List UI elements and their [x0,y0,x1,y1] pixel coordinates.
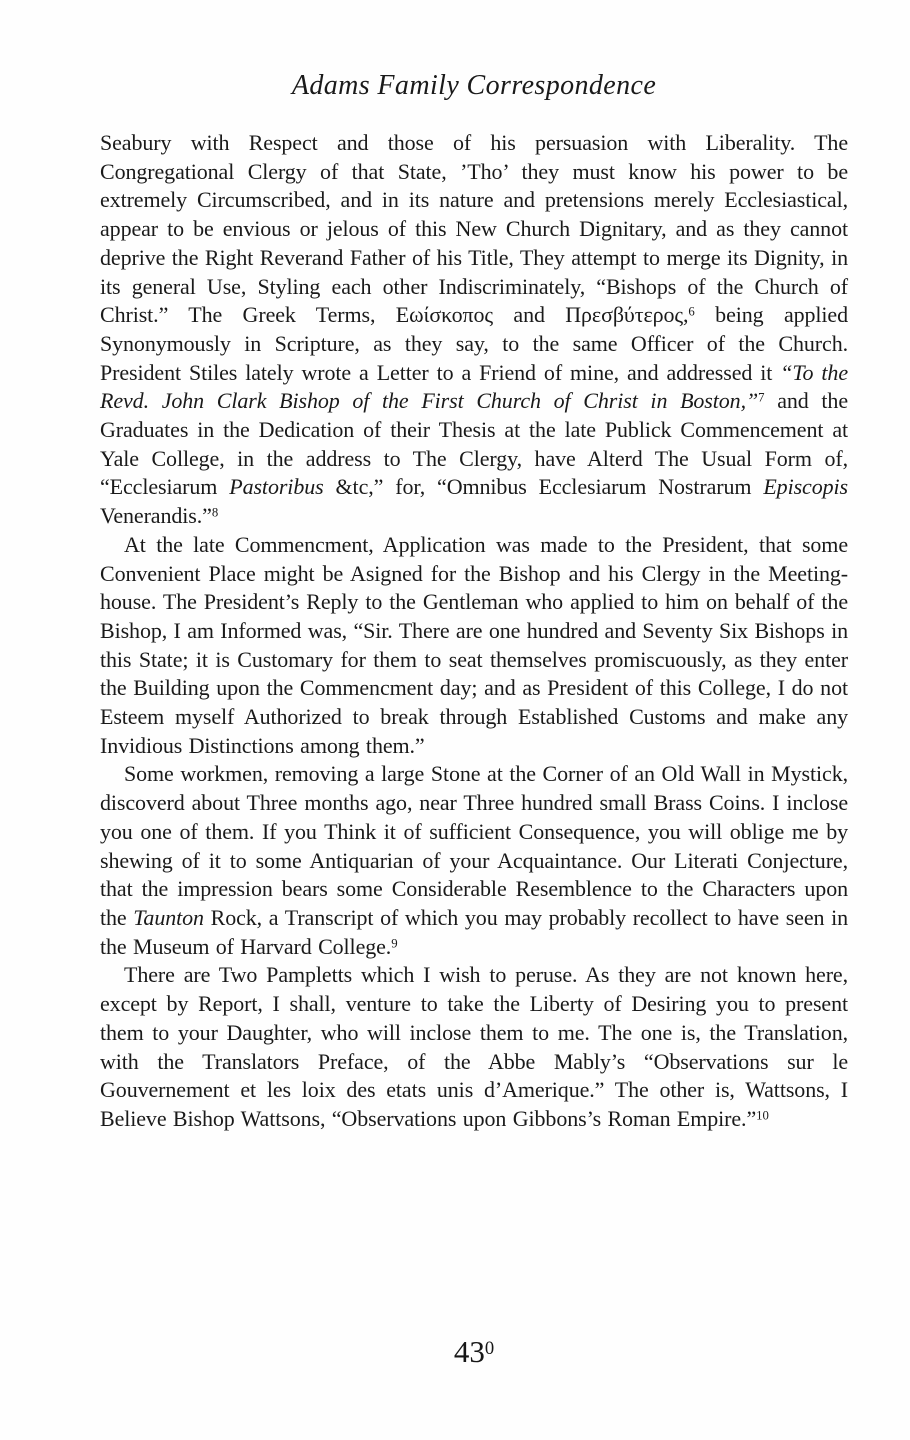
paragraph [100,531,848,761]
paragraph [100,129,848,531]
text-segment: Rock, a Transcript of which you may probably recollect to have seen in the Museum of Harvard College. [100,904,849,959]
page-number-zero: 0 [484,1338,495,1360]
text-segment: Episcopis [763,474,848,500]
text-segment: being applied Synonymously in Scripture, as they say, to the same Officer of the Church. President Stiles lately wrote a Letter to a Friend of mine, and addressed it [100,302,849,385]
text-segment: and the Graduates in the Dedication of their Thesis at the late Publick Commencement at Yale College, in the address to The Clergy, have Alterd The Usual Form of, “Ecclesiarum [100,388,848,500]
text-segment: Taunton [133,904,204,930]
text-segment: “To the Revd. John Clark Bishop of the First Church of Christ in Boston,” [100,359,848,414]
text-segment: Venerandis.” [100,503,212,529]
footnote-ref: 7 [758,390,765,405]
text-segment: Pastoribus [229,474,324,500]
text-segment: There are Two Pampletts which I wish to peruse. As they are not known here, except by Report, I shall, venture to take the Liberty of Desiring you to present them to your Daughter, who will inclose them to me. The one is, the Translation, with the Translators Preface, of the Abbe Mably’s “Observations sur le Gouvernement et les loix des etats unis d’Amerique.” The other is, Wattsons, I Believe Bishop Wattsons, “Observations upon Gibbons’s Roman Empire.” [100,962,848,1131]
paragraph [100,961,848,1133]
text-segment: Some workmen, removing a large Stone at the Corner of an Old Wall in Mystick, discoverd about Three months ago, near Three hundred small Brass Coins. I inclose you one of them. If you Think it of sufficient Consequence, you will oblige me by shewing of it to some Antiquarian of your Acquaintance. Our Literati Conjecture, that the impression bears some Considerable Resemblence to the Characters upon the [100,761,848,930]
text-block [100,129,848,1134]
footnote-ref: 9 [391,936,398,951]
text-segment: Seabury with Respect and those of his persuasion with Liberality. The Congregational Clergy of that State, ’Tho’ they must know his power to be extremely Circumscribed, and in its nature and pretensions merely Ecclesiastical, appear to be envious or jelous of this New Church Dignitary, and as they cannot deprive the Right Reverand Father of his Title, They attempt to merge its Dignity, in its general Use, Styling each other Indiscriminately, “Bishops of the Church of Christ.” The Greek Terms, Εωίσκοπος and Πρεσβύτερος, [100,130,848,328]
text-segment: At the late Commencment, Application was made to the President, that some Convenient Place might be Asigned for the Bishop and his Clergy in the Meeting-house. The President’s Reply to the Gentleman who applied to him on behalf of the Bishop, I am Informed was, “Sir. There are one hundred and Seventy Six Bishops in this State; it is Customary for them to seat themselves promiscuously, as they enter the Building upon the Commencment day; and as President of this College, I do not Esteem myself Authorized to break through Established Customs and make any Invidious Distinctions among them.” [100,531,848,758]
running-head: Adams Family Correspondence [291,70,657,101]
footnote-ref: 6 [688,304,695,319]
paragraph [100,760,848,961]
footnote-ref: 8 [211,505,219,520]
text-segment: &tc,” for, “Omnibus Ecclesiarum Nostrarum [323,474,764,500]
footnote-ref: 10 [756,1108,769,1123]
page-number [100,1334,848,1370]
page-number-main: 43 [453,1334,485,1369]
